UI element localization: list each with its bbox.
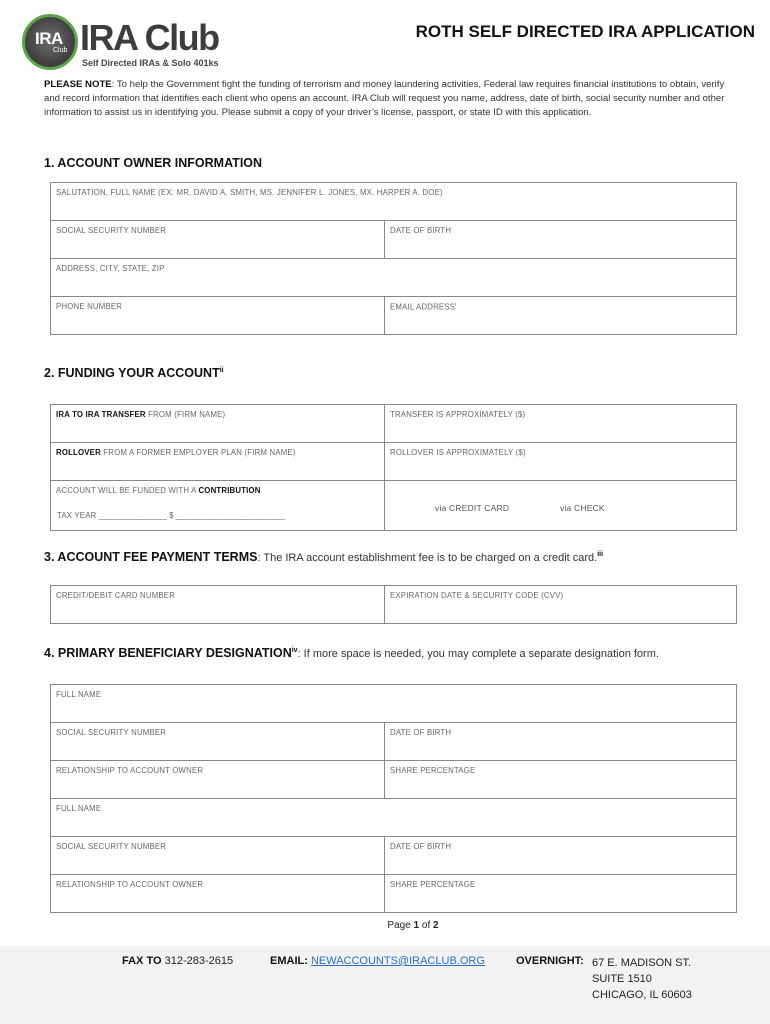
owner-email-field[interactable] — [385, 297, 737, 335]
please-note-label: PLEASE NOTE — [44, 79, 112, 90]
owner-name-field[interactable] — [51, 183, 737, 221]
beneficiary-2-share-field[interactable] — [385, 875, 737, 913]
fee-payment-form — [50, 585, 737, 624]
rollover-firm-field[interactable] — [51, 443, 385, 481]
contribution-label-bold: CONTRIBUTION — [198, 486, 261, 495]
beneficiary-1-name-label: FULL NAME — [56, 690, 102, 699]
logo-tagline: Self Directed IRAs & Solo 401ks — [82, 58, 219, 68]
rollover-label-rest: FROM A FORMER EMPLOYER PLAN (FIRM NAME) — [100, 448, 296, 457]
rollover-label-bold: ROLLOVER — [56, 448, 101, 457]
transfer-amount-label: TRANSFER IS APPROXIMATELY ($) — [390, 410, 526, 419]
transfer-amount-field[interactable] — [385, 405, 737, 443]
transfer-label-bold: IRA TO IRA TRANSFER — [56, 410, 146, 419]
section-funding-title — [44, 366, 224, 380]
email-label: EMAIL: — [270, 955, 308, 967]
fax-label: FAX TO — [122, 955, 162, 967]
beneficiary-1-name-field[interactable] — [51, 685, 737, 723]
please-note-paragraph — [44, 78, 734, 120]
section-3-description: : The IRA account establishment fee is to be charged on a credit card. — [257, 552, 598, 564]
via-credit-card-option[interactable]: via CREDIT CARD — [435, 503, 510, 513]
owner-email-label: EMAIL ADDRESS — [390, 302, 456, 312]
address-line-3: CHICAGO, IL 60603 — [592, 989, 692, 1001]
page-current: 1 — [413, 920, 420, 931]
card-number-label: CREDIT/DEBIT CARD NUMBER — [56, 591, 176, 600]
section-4-heading: 4. PRIMARY BENEFICIARY DESIGNATION — [44, 646, 292, 660]
section-account-owner-title — [44, 156, 262, 170]
section-3-footnote-marker: iii — [597, 550, 604, 558]
beneficiary-2-ssn-label: SOCIAL SECURITY NUMBER — [56, 842, 167, 851]
beneficiary-1-share-field[interactable] — [385, 761, 737, 799]
overnight-label — [516, 955, 584, 967]
beneficiary-1-relationship-field[interactable] — [51, 761, 385, 799]
rollover-amount-label: ROLLOVER IS APPROXIMATELY ($) — [390, 448, 526, 457]
rollover-amount-field[interactable] — [385, 443, 737, 481]
please-note-text: : To help the Government fight the funding of terrorism and money laundering activities, Federal law requires financial institutions to obtain, verify and record information that identifies each client who opens an account. IRA Club will request you name, address, date of birth, social security number and other information to assist us in identifying you. Please submit a copy of your driver’s license, passport, or state ID with this application. — [44, 79, 725, 118]
fax-number: 312-283-2615 — [161, 955, 234, 967]
beneficiary-2-name-label: FULL NAME — [56, 804, 102, 813]
owner-address-field[interactable] — [51, 259, 737, 297]
email-info — [270, 955, 485, 967]
page-number — [28, 920, 770, 931]
overnight-address — [592, 955, 692, 1003]
section-1-heading: 1. ACCOUNT OWNER INFORMATION — [44, 156, 263, 170]
section-4-footnote-marker: iv — [291, 646, 298, 654]
section-3-heading: 3. ACCOUNT FEE PAYMENT TERMS — [44, 550, 258, 564]
owner-name-label: SALUTATION, FULL NAME (EX: MR. DAVID A. SMITH, MS. JENNIFER L. JONES, MX. HARPER A. DOE) — [56, 188, 443, 197]
email-footnote-marker: i — [455, 302, 457, 308]
owner-address-label: ADDRESS, CITY, STATE, ZIP — [56, 264, 165, 273]
owner-dob-label: DATE OF BIRTH — [390, 226, 452, 235]
owner-phone-field[interactable] — [51, 297, 385, 335]
funding-form — [50, 404, 737, 531]
beneficiary-1-dob-field[interactable] — [385, 723, 737, 761]
owner-ssn-label: SOCIAL SECURITY NUMBER — [56, 226, 167, 235]
beneficiary-2-dob-label: DATE OF BIRTH — [390, 842, 452, 851]
beneficiary-1-relationship-label: RELATIONSHIP TO ACCOUNT OWNER — [56, 766, 204, 775]
beneficiary-1-ssn-field[interactable] — [51, 723, 385, 761]
section-fee-payment-title — [44, 550, 603, 564]
email-link[interactable]: NEWACCOUNTS@IRACLUB.ORG — [310, 955, 485, 967]
fax-info — [122, 955, 233, 967]
beneficiary-2-share-label: SHARE PERCENTAGE — [390, 880, 476, 889]
overnight-label-text: OVERNIGHT: — [516, 955, 584, 967]
ira-club-logo — [22, 14, 222, 74]
account-owner-form — [50, 182, 737, 335]
beneficiary-form — [50, 684, 737, 913]
address-line-1: 67 E. MADISON ST. — [592, 957, 692, 969]
beneficiary-1-dob-label: DATE OF BIRTH — [390, 728, 452, 737]
card-expiration-label: EXPIRATION DATE & SECURITY CODE (CVV) — [390, 591, 564, 600]
owner-dob-field[interactable] — [385, 221, 737, 259]
section-4-description: : If more space is needed, you may complete a separate designation form. — [297, 648, 659, 660]
owner-ssn-field[interactable] — [51, 221, 385, 259]
beneficiary-1-ssn-label: SOCIAL SECURITY NUMBER — [56, 728, 167, 737]
page-of: of — [419, 920, 434, 931]
contribution-method-field — [385, 481, 737, 531]
logo-emblem-subtext: Club — [53, 47, 68, 54]
contribution-field[interactable] — [51, 481, 385, 531]
transfer-firm-field[interactable] — [51, 405, 385, 443]
logo-emblem — [22, 14, 78, 70]
card-number-field[interactable] — [51, 586, 385, 624]
card-expiration-field[interactable] — [385, 586, 737, 624]
beneficiary-2-relationship-field[interactable] — [51, 875, 385, 913]
page-prefix: Page — [387, 920, 414, 931]
beneficiary-2-name-field[interactable] — [51, 799, 737, 837]
section-2-footnote-marker: ii — [219, 366, 224, 374]
contribution-label: ACCOUNT WILL BE FUNDED WITH A — [56, 486, 199, 495]
section-beneficiary-title — [44, 646, 659, 660]
logo-emblem-text: IRA — [35, 29, 63, 48]
via-check-option[interactable]: via CHECK — [560, 503, 605, 513]
tax-year-amount-line[interactable]: TAX YEAR _______________ $ ________________________ — [57, 511, 285, 520]
owner-phone-label: PHONE NUMBER — [56, 302, 123, 311]
section-2-heading: 2. FUNDING YOUR ACCOUNT — [44, 366, 220, 380]
beneficiary-2-dob-field[interactable] — [385, 837, 737, 875]
contact-footer — [0, 946, 770, 1024]
page-total: 2 — [433, 920, 439, 931]
document-title: ROTH SELF DIRECTED IRA APPLICATION — [415, 22, 755, 41]
beneficiary-2-ssn-field[interactable] — [51, 837, 385, 875]
address-line-2: SUITE 1510 — [592, 973, 652, 985]
beneficiary-1-share-label: SHARE PERCENTAGE — [390, 766, 476, 775]
transfer-label-rest: FROM (FIRM NAME) — [145, 410, 226, 419]
beneficiary-2-relationship-label: RELATIONSHIP TO ACCOUNT OWNER — [56, 880, 204, 889]
logo-wordmark: IRA Club — [80, 17, 219, 58]
